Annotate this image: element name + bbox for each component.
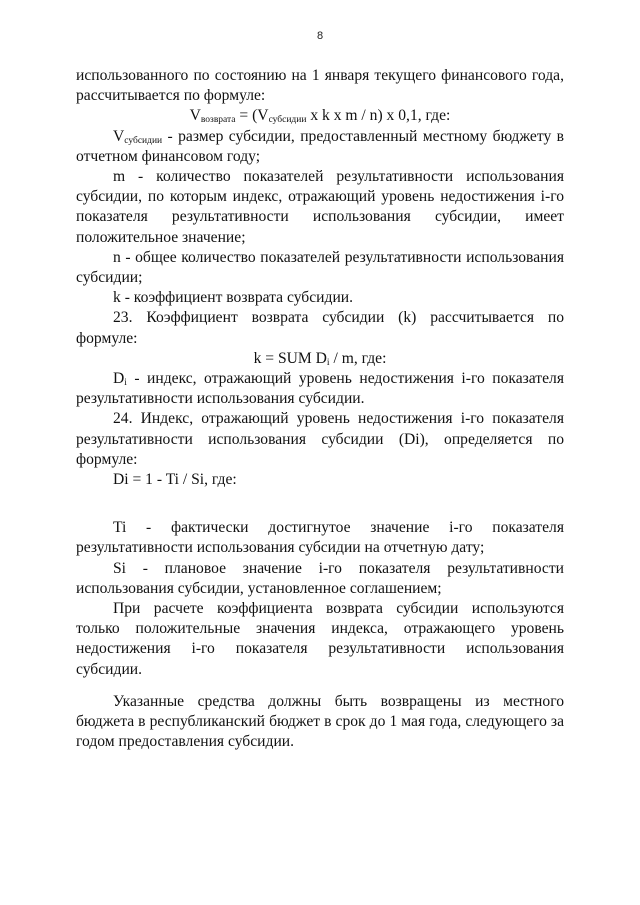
definition-subscript: субсидии [124,135,163,146]
definition-text: - размер субсидии, предоставленный местному бюджету в отчетном финансовом году; [76,127,564,165]
document-body [76,66,564,753]
formula-part: x k x m / n) x 0,1, где: [306,107,451,125]
formula-part: V [189,107,201,125]
formula-index: Di = 1 - Ti / Si, где: [113,471,237,489]
formula-coefficient [76,349,564,369]
formula-part: / m, где: [329,349,387,367]
definition-symbol: D [113,370,125,388]
definition-ti: Ti - фактически достигнутое значение i-го показателя результативности использования субсидии на отчетную дату; [76,519,564,557]
paragraph-calculation: При расчете коэффициента возврата субсидии используются только положительные значения индекса, отражающего уровень недостижения i-го показателя результативности использования субсидии. [76,600,564,678]
page-number: 8 [316,30,324,42]
paragraph-return: Указанные средства должны быть возвращены из местного бюджета в республиканский бюджет в срок до 1 мая года, следующего за годом предоставления субсидии. [76,692,564,751]
paragraph-24: 24. Индекс, отражающий уровень недостижения i-го показателя результативности использования субсидии (Di), определяется по формуле: [76,410,564,468]
definition-v-subsidy [76,127,564,167]
paragraph-gap [76,680,564,692]
definition-symbol: V [113,127,125,145]
definition-text: - индекс, отражающий уровень недостижения i-го показателя результативности использования субсидии. [76,370,564,408]
definition-d [76,369,564,409]
blank-line [76,490,564,518]
formula-subscript: i [326,357,330,368]
intro-paragraph: использованного по состоянию на 1 января текущего финансового года, рассчитывается по формуле: [76,67,564,105]
definition-m: m - количество показателей результативности использования субсидии, по которым индекс, отражающий уровень недостижения i-го показателя результативности использования субсидии, имеет положительное значение; [76,168,564,246]
formula-part: k = SUM D [253,349,327,367]
formula-return-amount [76,106,564,126]
definition-si: Si - плановое значение i-го показателя результативности использования субсидии, установленное соглашением; [76,559,564,597]
definition-n: n - общее количество показателей результативности использования субсидии; [76,248,564,287]
formula-part: = (V [235,107,269,125]
paragraph-23: 23. Коэффициент возврата субсидии (k) рассчитывается по формуле: [76,309,564,347]
definition-k: k - коэффициент возврата субсидии. [113,289,354,307]
definition-subscript: i [124,378,127,389]
formula-subscript: субсидии [268,115,307,126]
formula-subscript: возврата [200,115,236,126]
